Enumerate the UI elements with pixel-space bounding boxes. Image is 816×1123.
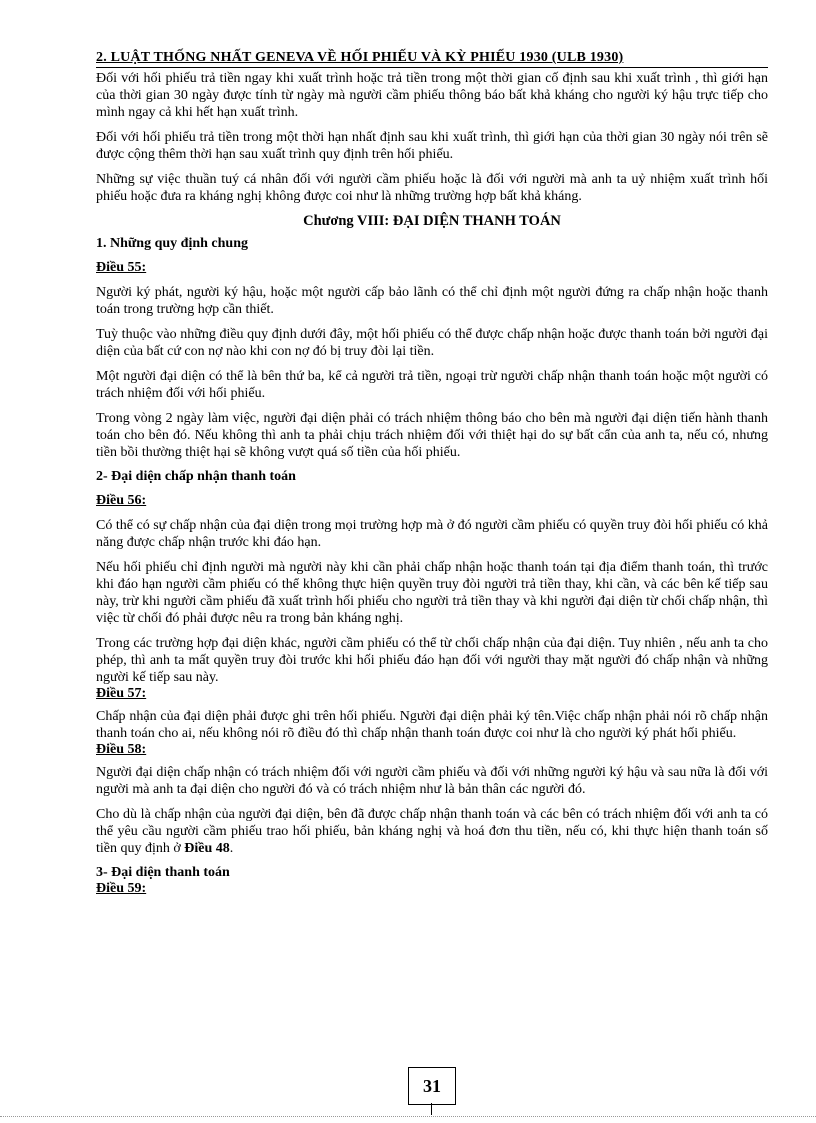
article-55-paragraph-4: Trong vòng 2 ngày làm việc, người đại diện phải có trách nhiệm thông báo cho bên mà người đại diện tiến hành thanh toán cho bên đó. Nếu không thì anh ta phải chịu trách nhiệm đối với thiệt hại do sự bất cẩn của anh ta, nếu có, nhưng tiền bồi thường thiệt hại sẽ không vượt quá số tiền của hối phiếu. — [96, 411, 768, 460]
article-57-paragraph-1: Chấp nhận của đại diện phải được ghi trên hối phiếu. Người đại diện phải ký tên.Việc chấp nhận phải nói rõ chấp nhận thanh toán cho ai, nếu không nói rõ điều đó thì chấp nhận thanh toán được coi như là cho người ký phát hối phiếu. — [96, 709, 768, 741]
page-number: 31 — [408, 1067, 456, 1105]
article-55-paragraph-1: Người ký phát, người ký hậu, hoặc một người cấp bảo lãnh có thể chỉ định một người đứng ra chấp nhận hoặc thanh toán trong trường hợp cần thiết. — [96, 285, 768, 317]
footer-divider — [0, 1116, 816, 1117]
article-58-paragraph-2-text: Cho dù là chấp nhận của người đại diện, bên đã được chấp nhận thanh toán và các bên có trách nhiệm đối với anh ta có thể yêu cầu người cầm phiếu trao hối phiếu, bản kháng nghị và hoá đơn thu tiền, nếu có, khi thực hiện thanh toán số tiền quy định ở — [96, 807, 768, 856]
chapter-title: Chương VIII: ĐẠI DIỆN THANH TOÁN — [303, 213, 561, 229]
article-56-heading: Điều 56: — [96, 493, 147, 508]
section-1-title: 1. Những quy định chung — [96, 236, 248, 251]
section-2-title: 2- Đại diện chấp nhận thanh toán — [96, 469, 296, 484]
article-55-heading: Điều 55: — [96, 260, 147, 275]
article-58-paragraph-2 — [96, 806, 768, 857]
intro-paragraph-2: Đối với hối phiếu trả tiền trong một thời hạn nhất định sau khi xuất trình, thì giới hạn của thời gian 30 ngày nói trên sẽ được cộng thêm thời hạn sau xuất trình quy định trên hối phiếu. — [96, 130, 768, 162]
article-55-paragraph-3: Một người đại diện có thể là bên thứ ba, kể cả người trả tiền, ngoại trừ người chấp nhận thanh toán hoặc một người có trách nhiệm đối với hối phiếu. — [96, 369, 768, 401]
document-page — [96, 50, 768, 905]
article-48-reference: Điều 48 — [184, 841, 230, 856]
article-56-paragraph-1: Có thể có sự chấp nhận của đại diện trong mọi trường hợp mà ở đó người cầm phiếu có quyền truy đòi hối phiếu có khả năng được chấp nhận trước khi đáo hạn. — [96, 518, 768, 550]
article-56-paragraph-2: Nếu hối phiếu chỉ định người mà người này khi cần phải chấp nhận hoặc thanh toán tại địa điểm thanh toán, thì trước khi đáo hạn người cầm phiếu có thể không thực hiện quyền truy đòi người trả tiền thay, khi cần, và các bên kế tiếp sau này, trừ khi người cầm phiếu đã xuất trình hối phiếu cho người trả tiền thay và khi người đại diện từ chối chấp nhận, thì việc từ chối đó phải được nêu ra trong bản kháng nghị. — [96, 560, 768, 626]
article-56-paragraph-3: Trong các trường hợp đại diện khác, người cầm phiếu có thể từ chối chấp nhận của đại diện. Tuy nhiên , nếu anh ta cho phép, thì anh ta mất quyền truy đòi trước khi hối phiếu đáo hạn đối với người thay mặt người đó chấp nhận và những người kế tiếp sau này. — [96, 636, 768, 685]
article-58-paragraph-1: Người đại diện chấp nhận có trách nhiệm đối với người cầm phiếu và đối với những người ký hậu và sau nữa là đối với người mà anh ta đại diện cho người đó và có trách nhiệm như là bản thân các người đó. — [96, 765, 768, 797]
intro-paragraph-1: Đối với hối phiếu trả tiền ngay khi xuất trình hoặc trả tiền trong một thời gian cố định sau khi xuất trình , thì giới hạn của thời gian 30 ngày được tính từ ngày mà người cầm phiếu thông báo bất khả kháng cho người ký hậu trực tiếp cho mình ngay cả khi hết hạn xuất trình. — [96, 71, 768, 120]
document-header-title: 2. LUẬT THỐNG NHẤT GENEVA VỀ HỐI PHIẾU VÀ KỲ PHIẾU 1930 (ULB 1930) — [96, 50, 768, 68]
section-3-title: 3- Đại diện thanh toán — [96, 865, 230, 880]
article-59-heading: Điều 59: — [96, 881, 147, 896]
footer-tick — [431, 1103, 432, 1115]
intro-paragraph-3: Những sự việc thuần tuý cá nhân đối với người cầm phiếu hoặc là đối với người mà anh ta uỷ nhiệm xuất trình hối phiếu hoặc đưa ra kháng nghị không được coi như là những trường hợp bất khả kháng. — [96, 172, 768, 204]
article-58-paragraph-2-end: . — [229, 841, 234, 856]
article-57-heading: Điều 57: — [96, 686, 147, 701]
article-55-paragraph-2: Tuỳ thuộc vào những điều quy định dưới đây, một hối phiếu có thể được chấp nhận hoặc được thanh toán bởi người đại diện của bất cứ con nợ nào khi con nợ đó bị truy đòi lại tiền. — [96, 327, 768, 359]
article-58-heading: Điều 58: — [96, 742, 147, 757]
